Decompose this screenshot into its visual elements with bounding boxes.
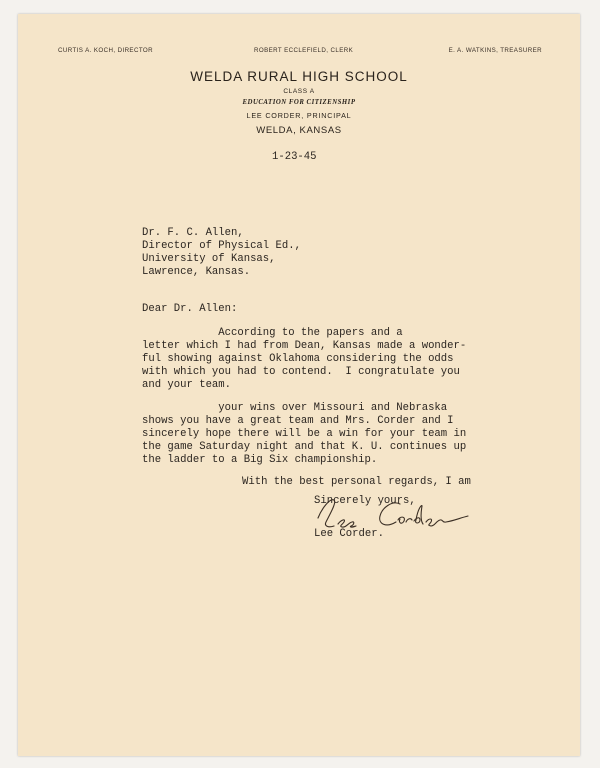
address-line: University of Kansas, — [142, 253, 276, 265]
signed-name: Lee Corder. — [314, 528, 384, 540]
letter-page — [18, 14, 580, 756]
paragraph-1-line: and your team. — [142, 379, 232, 391]
director-name: CURTIS A. KOCH, DIRECTOR — [58, 47, 153, 54]
paragraph-1-line: letter which I had from Dean, Kansas made a wonder- — [142, 340, 467, 352]
paragraph-2-line: shows you have a great team and Mrs. Corder and I — [142, 415, 454, 427]
letter-date: 1-23-45 — [272, 151, 317, 163]
paragraph-2-line: your wins over Missouri and Nebraska — [142, 402, 448, 414]
clerk-name: ROBERT ECCLEFIELD, CLERK — [254, 47, 354, 54]
paragraph-2-line: the game Saturday night and that K. U. continues up — [142, 441, 467, 453]
paragraph-1-line: with which you had to contend. I congratulate you — [142, 366, 460, 378]
address-line: Director of Physical Ed., — [142, 240, 301, 252]
address-line: Dr. F. C. Allen, — [142, 227, 244, 239]
closing-line: With the best personal regards, I am — [242, 476, 471, 488]
school-class: CLASS A — [283, 88, 315, 95]
paragraph-1-line: According to the papers and a — [142, 327, 403, 339]
school-location: WELDA, KANSAS — [256, 125, 342, 136]
school-motto: EDUCATION FOR CITIZENSHIP — [242, 99, 356, 106]
salutation: Dear Dr. Allen: — [142, 303, 238, 315]
paragraph-2-line: sincerely hope there will be a win for your team in — [142, 428, 467, 440]
letterhead-officers — [18, 47, 580, 59]
paragraph-1-line: ful showing against Oklahoma considering the odds — [142, 353, 454, 365]
principal-name: LEE CORDER, PRINCIPAL — [246, 111, 352, 120]
complimentary-close: Sincerely yours, — [314, 495, 416, 507]
school-name: WELDA RURAL HIGH SCHOOL — [190, 69, 408, 84]
treasurer-name: E. A. WATKINS, TREASURER — [448, 47, 542, 54]
address-line: Lawrence, Kansas. — [142, 266, 251, 278]
paragraph-2-line: the ladder to a Big Six championship. — [142, 454, 378, 466]
